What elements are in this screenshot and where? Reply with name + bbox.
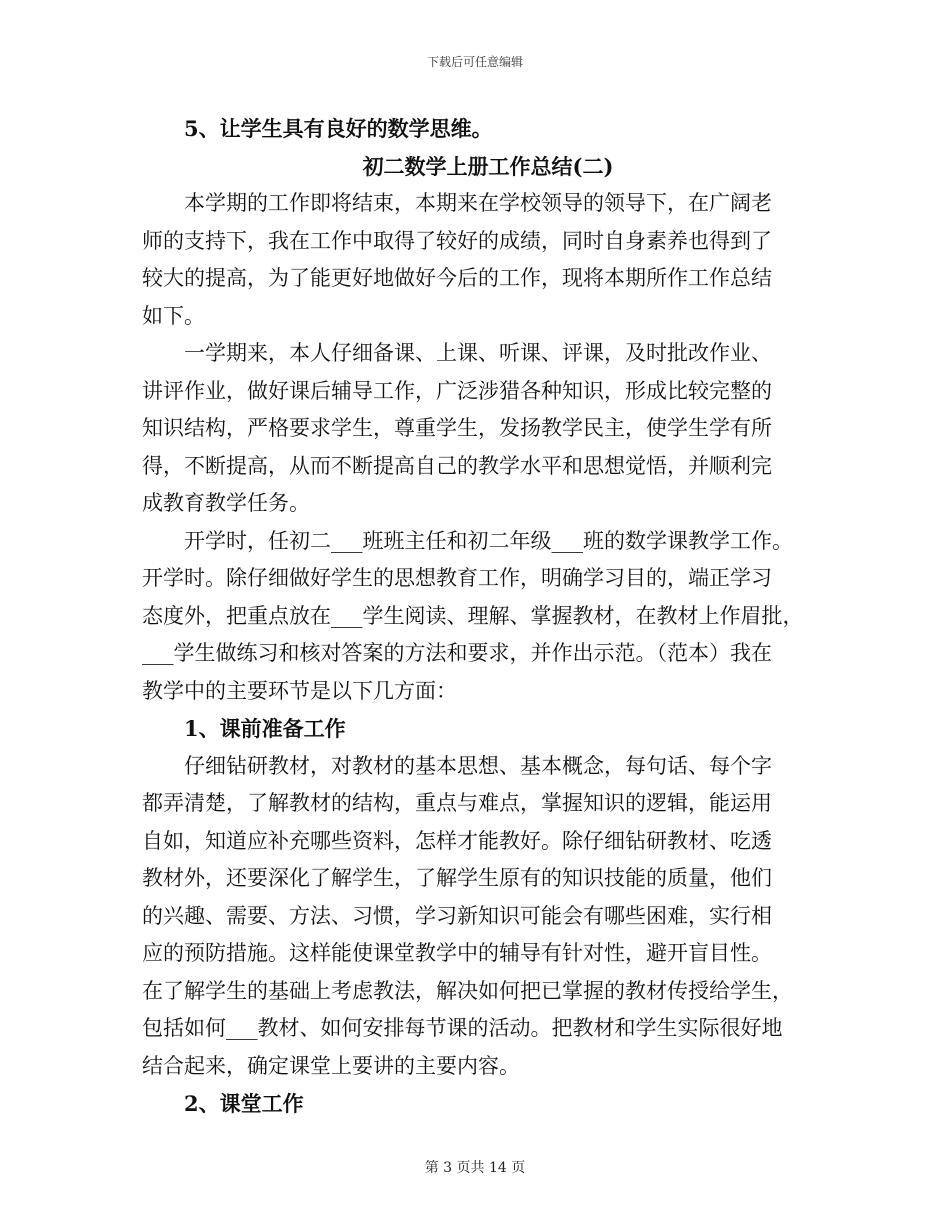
paragraph-line: 态度外，把重点放在___学生阅读、理解、掌握教材，在教材上作眉批， [142,603,804,628]
paragraph-line: 教材外，还要深化了解学生，了解学生原有的知识技能的质量，他们 [142,866,772,890]
paragraph-line: 结合起来，确定课堂上要讲的主要内容。 [142,1053,520,1078]
paragraph-line: 的兴趣、需要、方法、习惯，学习新知识可能会有哪些困难，实行相 [142,903,772,928]
paragraph-line: 得，不断提高，从而不断提高自己的教学水平和思想觉悟，并顺利完 [142,453,772,478]
paragraph-line: 包括如何___教材、如何安排每节课的活动。把教材和学生实际很好地 [142,1016,783,1040]
document-body [142,110,810,1123]
paragraph-line: 师的支持下，我在工作中取得了较好的成绩，同时自身素养也得到了 [142,228,772,253]
paragraph-line: 开学时，任初二___班班主任和初二年级___班的数学课教学工作。 [184,528,793,553]
heading-line: 5、让学生具有良好的数学思维。 [184,116,493,141]
paragraph-line: ___学生做练习和核对答案的方法和要求，并作出示范。（范本）我在 [142,641,772,665]
paragraph-line: 如下。 [142,303,205,328]
paragraph-line: 知识结构，严格要求学生，尊重学生，发扬教学民主，使学生学有所 [142,416,772,440]
paragraph-line: 教学中的主要环节是以下几方面： [142,678,457,703]
paragraph-line: 本学期的工作即将结束，本期来在学校领导的领导下，在广阔老 [184,191,772,215]
paragraph-line: 一学期来，本人仔细备课、上课、听课、评课，及时批改作业、 [184,341,772,365]
paragraph-line: 成教育教学任务。 [142,491,310,515]
paragraph-line: 都弄清楚，了解教材的结构，重点与难点，掌握知识的逻辑，能运用 [142,791,772,815]
paragraph-line: 较大的提高，为了能更好地做好今后的工作，现将本期所作工作总结 [142,266,772,290]
paragraph-line: 开学时。除仔细做好学生的思想教育工作，明确学习目的，端正学习 [142,566,772,590]
paragraph-line: 仔细钻研教材，对教材的基本思想、基本概念，每句话、每个字 [184,753,772,778]
paragraph-line: 讲评作业，做好课后辅导工作，广泛涉猎各种知识，形成比较完整的 [142,378,772,403]
page-number: 第 3 页共 14 页 [424,1160,526,1176]
paragraph-line: 应的预防措施。这样能使课堂教学中的辅导有针对性，避开盲目性。 [142,941,772,965]
paragraph-line: 自如，知道应补充哪些资料，怎样才能教好。除仔细钻研教材、吃透 [142,828,772,853]
page-header: 下载后可任意编辑 [426,55,523,69]
section-title: 初二数学上册工作总结(二) [362,153,614,179]
heading-line: 1、课前准备工作 [184,716,346,741]
heading-line: 2、课堂工作 [184,1091,304,1116]
paragraph-line: 在了解学生的基础上考虑教法，解决如何把已掌握的教材传授给学生， [142,978,793,1003]
